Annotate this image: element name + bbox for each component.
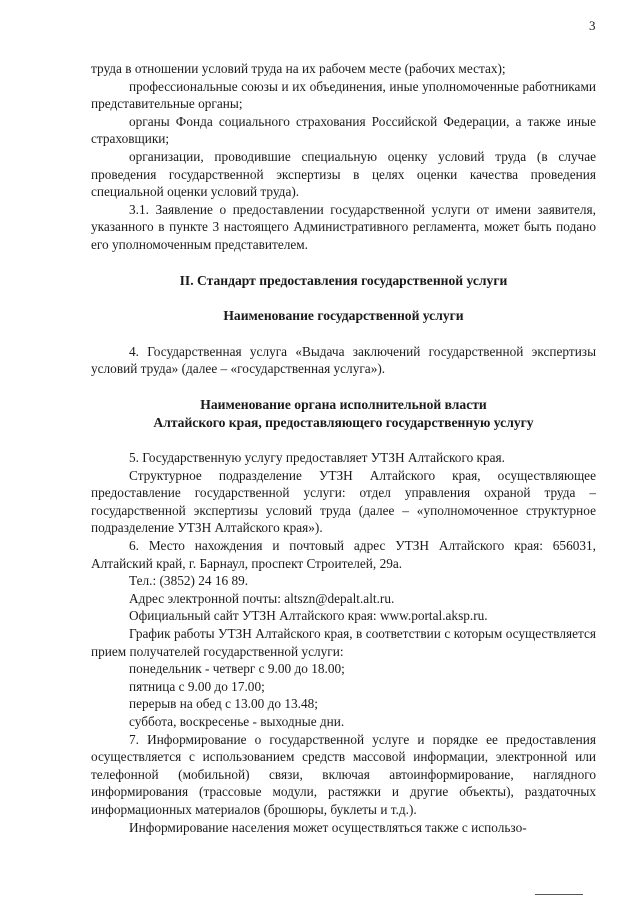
document-body [91,60,596,836]
schedule-line: перерыв на обед с 13.00 до 13.48; [129,696,318,712]
paragraph: труда в отношении условий труда на их рабочем месте (рабочих местах); [91,61,506,76]
subheading-line: Алтайского края, предоставляющего государственную услугу [153,414,534,430]
email-line: Адрес электронной почты: altszn@depalt.alt.ru. [129,590,395,606]
paragraph: организации, проводившие специальную оценку условий труда (в случае проведения государственной экспертизы в целях оценки качества проведения специальной оценки условий труда). [91,148,596,200]
paragraph: 6. Место нахождения и почтовый адрес УТЗН Алтайского края: 656031, Алтайский край, г. Барнаул, проспект Строителей, 29а. [91,538,596,571]
paragraph: 3.1. Заявление о предоставлении государственной услуги от имени заявителя, указанного в пункте 3 настоящего Административного регламента, может быть подано его уполномоченным представителем. [91,201,596,252]
paragraph: 7. Информирование о государственной услуге и порядке ее предоставления осуществляется с использованием средств массовой информации, электронной или телефонной (мобильной) связи, включая автоинформирование, наглядного информирования (трассовые модули, растяжки и другие объекты), раздаточных информационных материалов (брошюры, буклеты и т.д.). [91,731,596,817]
schedule-line: пятница с 9.00 до 17.00; [129,678,265,694]
website-line: Официальный сайт УТЗН Алтайского края: www.portal.aksp.ru. [129,608,488,624]
schedule-line: понедельник - четверг с 9.00 до 18.00; [129,661,345,677]
footer-rule [535,894,583,895]
paragraph: органы Фонда социального страхования Российской Федерации, а также иные страховщики; [91,113,596,147]
paragraph: профессиональные союзы и их объединения, иные уполномоченные работниками представительные органы; [91,78,596,112]
paragraph: 4. Государственная услуга «Выдача заключений государственной экспертизы условий труда» (далее – «государственная услуга»). [91,343,596,377]
paragraph: Структурное подразделение УТЗН Алтайского края, осуществляющее предоставление государственной услуги: отдел управления охраной труда – государственной экспертизы условий труда (далее – «уполномоченное структурное подразделение УТЗН Алтайского края»). [91,467,596,536]
subheading-line: Наименование органа исполнительной власти [200,396,487,412]
paragraph: График работы УТЗН Алтайского края, в соответствии с которым осуществляется прием получателей государственной услуги: [91,626,596,659]
subheading-authority [91,396,596,431]
page-number: 3 [589,18,596,33]
phone-line: Тел.: (3852) 24 16 89. [129,573,249,589]
subheading-service-name: Наименование государственной услуги [223,308,464,324]
paragraph: Информирование населения может осуществляться также с использо- [129,819,527,835]
paragraph: 5. Государственную услугу предоставляет УТЗН Алтайского края. [129,450,505,466]
schedule-line: суббота, воскресенье - выходные дни. [129,714,345,729]
section-title: II. Стандарт предоставления государственной услуги [179,272,508,288]
